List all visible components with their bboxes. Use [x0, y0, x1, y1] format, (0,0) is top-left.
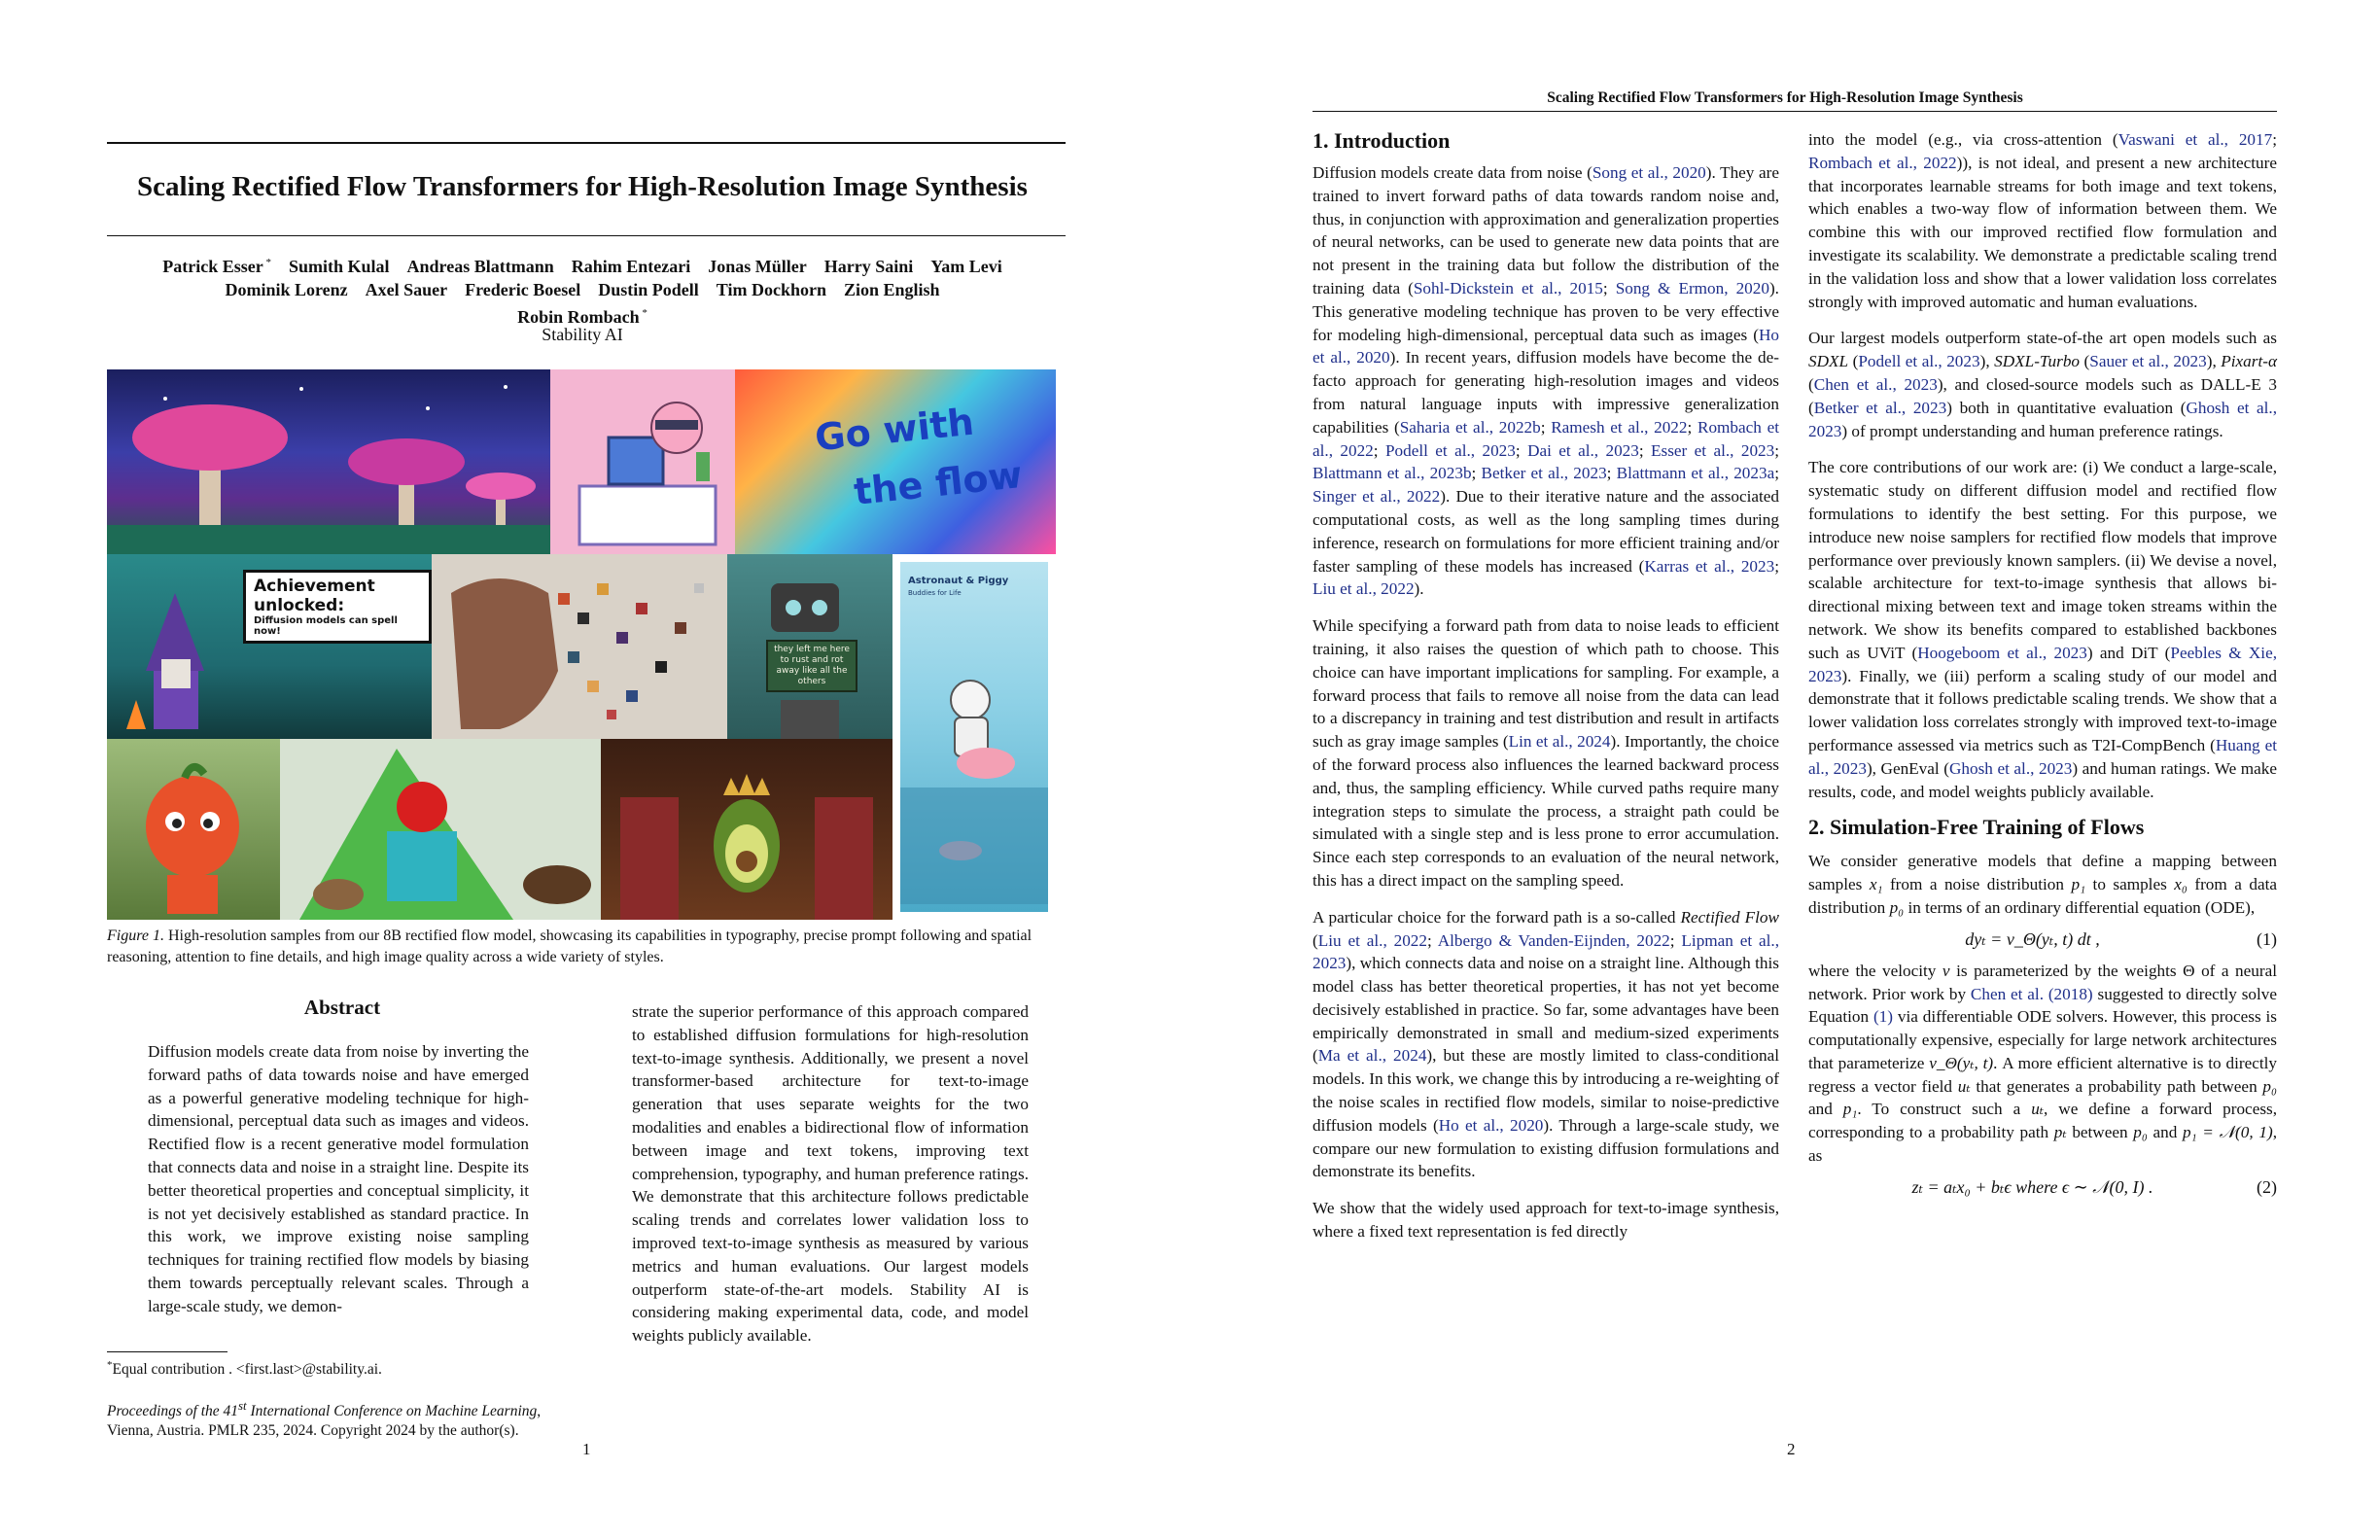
- citation-link[interactable]: Esser et al., 2023: [1651, 440, 1775, 460]
- equal-contribution-star: *: [262, 257, 271, 268]
- equation-1-number: (1): [2257, 928, 2277, 949]
- affiliation: Stability AI: [542, 325, 623, 344]
- citation-link[interactable]: Ma et al., 2024: [1317, 1046, 1427, 1066]
- citation-link[interactable]: Chen et al., 2023: [1813, 374, 1938, 394]
- footnote: *Equal contribution . <first.last>@stability.ai.: [107, 1359, 382, 1379]
- author-name: Patrick Esser: [162, 257, 263, 276]
- italic-term: pₜ: [2053, 1123, 2067, 1142]
- title-top-rule: [107, 142, 1066, 144]
- italic-term: Rectified Flow: [1680, 907, 1779, 927]
- page-number-2: 2: [1787, 1440, 1796, 1458]
- abstract-heading: Abstract: [303, 996, 381, 1019]
- italic-term: SDXL-Turbo: [1994, 352, 2081, 371]
- flow-text-line-2: the flow: [852, 453, 1025, 513]
- flow-text-line-1: Go with: [813, 400, 976, 460]
- citation-link[interactable]: Song et al., 2020: [1592, 163, 1706, 182]
- author-name: Yam Levi: [930, 257, 1002, 276]
- page-number-1: 1: [582, 1440, 591, 1458]
- author-name: Tim Dockhorn: [716, 280, 826, 299]
- section-1-title: 1. Introduction: [1312, 128, 1451, 153]
- equation-1-formula: dyₜ = v_Θ(yₜ, t) dt ,: [1965, 928, 2100, 949]
- italic-term: v: [1942, 961, 1950, 980]
- author-name: Frederic Boesel: [465, 280, 581, 299]
- citation-link[interactable]: Karras et al., 2023: [1644, 556, 1775, 576]
- running-title: Scaling Rectified Flow Transformers for High-Resolution Image Synthesis: [1547, 89, 2023, 106]
- author-name: Harry Saini: [823, 257, 914, 276]
- italic-term: p₀: [2262, 1076, 2277, 1096]
- citation-link[interactable]: Saharia et al., 2022b: [1399, 417, 1541, 437]
- citation-link[interactable]: Betker et al., 2023: [1813, 398, 1947, 417]
- italic-term: p₁ = 𝒩(0, 1): [2183, 1123, 2273, 1142]
- proceedings-suffix: International Conference on Machine Learning: [246, 1403, 538, 1420]
- citation-link[interactable]: Lin et al., 2024: [1508, 732, 1611, 752]
- citation-link[interactable]: Ghosh et al., 2023: [1948, 758, 2073, 778]
- italic-term: v_Θ(yₜ, t): [1929, 1053, 1994, 1072]
- section-2-title: 2. Simulation-Free Training of Flows: [1808, 815, 2145, 840]
- author-name: Axel Sauer: [365, 280, 448, 299]
- column-2: [1808, 128, 2277, 1208]
- citation-link[interactable]: Lipman et al., 2023: [1312, 930, 1780, 973]
- proceedings-prefix: Proceedings of the 41: [107, 1403, 239, 1420]
- citation-link[interactable]: Rombach et al., 2022: [1312, 417, 1779, 460]
- page-2: [1190, 0, 2380, 1540]
- footnote-rule: [107, 1351, 228, 1352]
- intro-paragraph-5: into the model (e.g., via cross-attention (Vaswani et al., 2017; Rombach et al., 2022)), is not ideal, and present a new architecture that incorporates learnable streams for both image and text tokens, which enables a two-way flow of information between them. We combine this with our improved rectified flow formulation and investigate its scalability. We demonstrate a predictable scaling trend in the validation loss and show that a lower validation loss correlates strongly with improved automatic and human evaluations.: [1808, 130, 2277, 311]
- citation-link[interactable]: Liu et al., 2022: [1312, 579, 1415, 599]
- footnote-text: Equal contribution . <first.last>@stability.ai.: [112, 1361, 382, 1379]
- caption-text: High-resolution samples from our 8B rectified flow model, showcasing its capabilities in typography, precise prompt following and spatial reasoning, attention to fine details, and high image quality across a wide variety of styles.: [107, 928, 1032, 965]
- figure-1-caption: [107, 926, 1060, 968]
- achievement-subtitle: Diffusion models can spell now!: [254, 615, 398, 637]
- citation-link[interactable]: Liu et al., 2022: [1317, 930, 1427, 950]
- citation-link[interactable]: Blattmann et al., 2023b: [1312, 464, 1472, 483]
- mushroom-landscape-image: [107, 369, 550, 554]
- figure-1-collage: [107, 369, 1056, 920]
- citation-link[interactable]: Ghosh et al., 2023: [1808, 398, 2277, 440]
- citation-link[interactable]: Song & Ermon, 2020: [1615, 278, 1769, 298]
- citation-link[interactable]: Ramesh et al., 2022: [1551, 417, 1688, 437]
- author-name: Dominik Lorenz: [225, 280, 348, 299]
- equal-contribution-star: *: [639, 307, 648, 319]
- pig-at-computer-image: [550, 369, 735, 554]
- section-2-paragraph-1: We consider generative models that define a mapping between samples x₁ from a noise distribution p₁ to samples x₀ from a data distribution p₀ in terms of an ordinary differential equation (ODE),: [1808, 852, 2277, 917]
- title-bottom-rule: [107, 235, 1066, 236]
- italic-term: p₁: [1842, 1100, 1858, 1119]
- caption-label: Figure 1.: [107, 928, 164, 944]
- robot-sign-image: [727, 554, 892, 739]
- column-1: [1312, 128, 1779, 1243]
- intro-paragraph-6: Our largest models outperform state-of-the art open models such as SDXL (Podell et al., 2023), SDXL-Turbo (Sauer et al., 2023), Pixart-α (Chen et al., 2023), and closed-source models such as DALL-E 3 (Betker et al., 2023) both in quantitative evaluation (Ghosh et al., 2023) of prompt understanding and human preference ratings.: [1808, 329, 2277, 440]
- go-with-the-flow-image: [735, 369, 1056, 554]
- intro-paragraph-3: A particular choice for the forward path is a so-called Rectified Flow (Liu et al., 2022; Albergo & Vanden-Eijnden, 2022; Lipman et al., 2023), which connects data and noise on a straight line. Although this model class has better theoretical properties, it has not yet become decisively established in practice. So far, some advantages have been empirically demonstrated in small and medium-sized experiments (Ma et al., 2024), but these are mostly limited to class-conditional models. In this work, we change this by introducing a re-weighting of the noise scales in rectified flow models, similar to noise-predictive diffusion models (Ho et al., 2020). Through a large-scale study, we compare our new formulation to existing diffusion formulations and demonstrate its benefits.: [1312, 907, 1780, 1181]
- author-name: Robin Rombach: [517, 307, 640, 327]
- proceedings-sup: st: [238, 1398, 247, 1413]
- mosaic-face-image: [432, 554, 727, 739]
- author-name: Jonas Müller: [708, 257, 807, 276]
- citation-link[interactable]: (1): [1872, 1007, 1893, 1027]
- paper-title: Scaling Rectified Flow Transformers for High-Resolution Image Synthesis: [137, 171, 1028, 202]
- citation-link[interactable]: Betker et al., 2023: [1481, 464, 1607, 483]
- intro-paragraph-2: While specifying a forward path from data to noise leads to efficient training, it also raises the question of which path to choose. This choice can have important implications for sampling. For example, a forward process that fails to remove all noise from the data can lead to a discrepancy in training and test distribution and result in artifacts such as gray image samples (Lin et al., 2024). Importantly, the choice of the forward process also influences the learned backward process and, thus, the sampling efficiency. While curved paths require many integration steps to simulate the process, a straight path could be simulated with a single step and is less prone to error accumulation. Since each step corresponds to an evaluation of the neural network, this has a direct impact on the sampling speed.: [1312, 616, 1779, 890]
- citation-link[interactable]: Ho et al., 2020: [1312, 325, 1779, 368]
- citation-link[interactable]: Podell et al., 2023: [1858, 352, 1980, 371]
- italic-term: Pixart-α: [2221, 352, 2277, 371]
- citation-link[interactable]: Singer et al., 2022: [1312, 487, 1441, 507]
- robot-sign-text: they left me here to rust and rot away like all the others: [766, 640, 858, 692]
- running-title-rule: [1312, 111, 2277, 112]
- intro-paragraph-4: We show that the widely used approach for text-to-image synthesis, where a fixed text representation is fed directly: [1312, 1199, 1779, 1242]
- citation-link[interactable]: Blattmann et al., 2023a: [1616, 464, 1775, 483]
- italic-term: p₀: [2133, 1123, 2148, 1142]
- italic-term: SDXL: [1808, 352, 1849, 371]
- section-2-paragraph-2: where the velocity v is parameterized by the weights Θ of a neural network. Prior work by Chen et al. (2018) suggested to directly solve Equation (1) via differentiable ODE solvers. However, this process is computationally expensive, especially for large network architectures that parameterize v_Θ(yₜ, t). A more efficient alternative is to directly regress a vector field uₜ that generates a probability path between p₀ and p₁. To construct such a uₜ, we define a forward process, corresponding to a probability path pₜ between p₀ and p₁ = 𝒩(0, 1), as: [1808, 961, 2278, 1166]
- italic-term: p₁: [2071, 875, 2086, 894]
- equation-2-formula: zₜ = aₜx₀ + bₜϵ where ϵ ∼ 𝒩(0, I) .: [1911, 1176, 2153, 1197]
- contributions-paragraph: The core contributions of our work are: (i) We conduct a large-scale, systematic study on different diffusion model and rectified flow formulations to identify the best setting. For this purpose, we introduce new noise samplers for rectified flow models that improve performance over previously known samplers. (ii) We devise a novel, scalable architecture for text-to-image synthesis that allows bi-directional mixing between text and image token streams within the network. We show its benefits compared to established backbones such as UViT (Hoogeboom et al., 2023) and DiT (Peebles & Xie, 2023). Finally, we (iii) perform a scaling study of our model and demonstrate that it follows predictable scaling trends. We show that a lower validation loss correlates strongly with improved text-to-image performance assessed via metrics such as T2I-CompBench (Huang et al., 2023), GenEval (Ghosh et al., 2023) and human ratings. We make results, code, and model weights publicly available.: [1808, 458, 2277, 801]
- avocado-king-image: [601, 739, 892, 920]
- italic-term: p₀: [1889, 897, 1905, 917]
- geometric-shapes-image: [280, 739, 601, 920]
- italic-term: x₁: [1869, 875, 1883, 894]
- author-name: Andreas Blattmann: [406, 257, 554, 276]
- citation-link[interactable]: Albergo & Vanden-Eijnden, 2022: [1437, 930, 1670, 950]
- poster-subtitle: Buddies for Life: [908, 589, 962, 597]
- author-name: Zion English: [843, 280, 940, 299]
- proceedings-note: [107, 1396, 574, 1441]
- author-list: [107, 251, 1058, 329]
- wizard-pixel-art-image: [107, 554, 432, 739]
- citation-link[interactable]: Dai et al., 2023: [1527, 440, 1639, 460]
- citation-link[interactable]: Podell et al., 2023: [1384, 440, 1516, 460]
- pepper-creature-image: [107, 739, 280, 920]
- citation-link[interactable]: Ho et al., 2020: [1438, 1115, 1544, 1135]
- citation-link[interactable]: Huang et al., 2023: [1808, 735, 2277, 778]
- proceedings-rest: , Vienna, Austria. PMLR 235, 2024. Copyright 2024 by the author(s).: [107, 1403, 542, 1440]
- abstract-column-1: Diffusion models create data from noise by inverting the forward paths of data towards noise and have emerged as a powerful generative modeling technique for high-dimensional, perceptual data such as images and videos. Rectified flow is a recent generative model formulation that connects data and noise in a straight line. Despite its better theoretical properties and conceptual simplicity, it is not yet decisively established as standard practice. In this work, we improve existing noise sampling techniques for training rectified flow models by biasing them towards perceptually relevant scales. Through a large-scale study, we demon-: [148, 1042, 529, 1315]
- author-name: Dustin Podell: [598, 280, 699, 299]
- equation-2: [1808, 1177, 2277, 1198]
- citation-link[interactable]: Vaswani et al., 2017: [2118, 130, 2273, 149]
- citation-link[interactable]: Hoogeboom et al., 2023: [1917, 643, 2087, 662]
- equation-2-number: (2): [2257, 1176, 2277, 1197]
- poster-title: Astronaut & Piggy: [908, 576, 1009, 586]
- astronaut-pig-poster-image: [892, 554, 1056, 920]
- equation-1: [1808, 929, 2277, 950]
- author-name: Sumith Kulal: [288, 257, 390, 276]
- abstract-column-2: strate the superior performance of this approach compared to established diffusion formulations for high-resolution text-to-image synthesis. Additionally, we present a novel transformer-based architecture for text-to-image generation that uses separate weights for the two modalities and enables a bidirectional flow of information between image and text tokens, improving text comprehension, typography, and human preference ratings. We demonstrate that this architecture follows predictable scaling trends and correlates lower validation loss to improved text-to-image synthesis as measured by various metrics and human evaluations. Our largest models outperform state-of-the-art models. Stability AI is considering making experimental data, code, and model weights publicly available.: [632, 1002, 1029, 1346]
- intro-paragraph-1: Diffusion models create data from noise (Song et al., 2020). They are trained to invert forward paths of data towards random noise and, thus, in conjunction with approximation and generalization properties of neural networks, can be used to generate new data points that are not present in the training data but follow the distribution of the training data (Sohl-Dickstein et al., 2015; Song & Ermon, 2020). This generative modeling technique has proven to be very effective for modeling high-dimensional, perceptual data such as images (Ho et al., 2020). In recent years, diffusion models have become the de-facto approach for generating high-resolution images and videos from natural language inputs with impressive generalization capabilities (Saharia et al., 2022b; Ramesh et al., 2022; Rombach et al., 2022; Podell et al., 2023; Dai et al., 2023; Esser et al., 2023; Blattmann et al., 2023b; Betker et al., 2023; Blattmann et al., 2023a; Singer et al., 2022). Due to their iterative nature and the associated computational costs, as well as the long sampling times during inference, research on formulations for more efficient training and/or faster sampling of these models has increased (Karras et al., 2023; Liu et al., 2022).: [1312, 163, 1780, 599]
- italic-term: uₜ: [1957, 1076, 1971, 1096]
- citation-link[interactable]: Sohl-Dickstein et al., 2015: [1413, 278, 1603, 298]
- italic-term: uₜ: [2031, 1100, 2045, 1119]
- italic-term: x₀: [2174, 875, 2188, 894]
- citation-link[interactable]: Chen et al. (2018): [1970, 984, 2093, 1003]
- citation-link[interactable]: Peebles & Xie, 2023: [1808, 643, 2277, 685]
- author-name: Rahim Entezari: [571, 257, 691, 276]
- citation-link[interactable]: Sauer et al., 2023: [2089, 352, 2207, 371]
- citation-link[interactable]: Rombach et al., 2022: [1808, 153, 1957, 172]
- achievement-title: Achievement unlocked:: [254, 577, 375, 615]
